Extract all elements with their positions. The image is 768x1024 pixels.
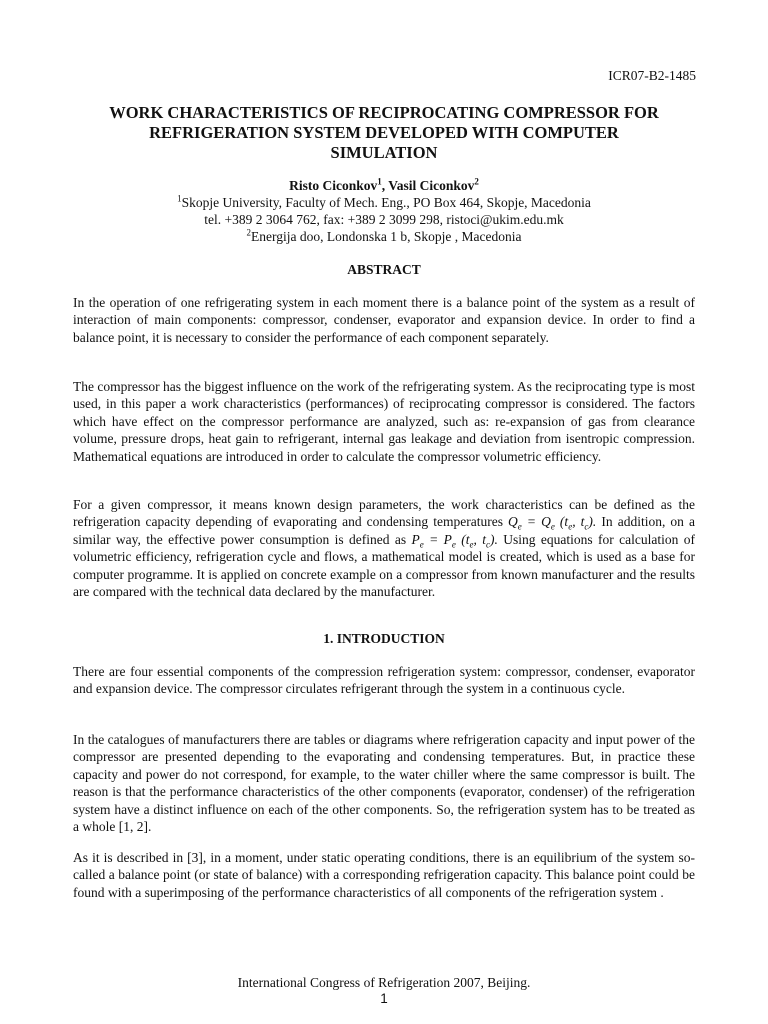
body-paragraph: In the catalogues of manufacturers there are tables or diagrams where refrigeration capacity and input power of the compressor are presented depending to the evaporating and condensing temperatures. But, in practice these capacity and power do not correspond, for example, to the water chiller where the same compressor is built. The reason is that the performance characteristics of the other components (evaporator, condenser) of the refrigeration system have a distinct influence on each of the other components. So, the refrigeration system has to be treated as a whole [1, 2]. — [73, 732, 695, 835]
eq-subscript: e — [469, 539, 474, 550]
title-line: WORK CHARACTERISTICS OF RECIPROCATING COMPRESSOR FOR — [109, 103, 659, 122]
abstract-paragraph: In the operation of one refrigerating system in each moment there is a balance point of the system as a result of interaction of main components: compressor, condenser, evaporator and expansion device. In order to find a balance point, it is necessary to consider the performance of each component separately. — [73, 295, 695, 345]
abstract-paragraph — [73, 496, 695, 600]
eq-subscript: e — [517, 522, 522, 533]
eq-symbol: (t — [554, 514, 569, 530]
author-separator: , — [381, 178, 389, 193]
affiliation-2 — [60, 228, 708, 245]
eq-symbol: = Q — [521, 514, 551, 530]
affiliation-1 — [60, 194, 708, 211]
equation — [411, 531, 498, 550]
body-paragraph: As it is described in [3], in a moment, under static operating conditions, there is an equilibrium of the system so-called a balance point (or state of balance) with a corresponding refrigeration capacity. This balance point could be found with a superimposing of the performance characteristics of all components of the refrigeration system . — [73, 850, 695, 900]
page-number: 1 — [380, 991, 388, 1006]
introduction-heading: 1. INTRODUCTION — [323, 631, 445, 646]
author-names — [60, 177, 708, 194]
eq-symbol: = P — [423, 531, 452, 547]
affiliation-text: Skopje University, Faculty of Mech. Eng., PO Box 464, Skopje, Macedonia — [181, 195, 591, 210]
author-block — [60, 177, 708, 245]
paper-title — [60, 103, 708, 163]
eq-symbol: ). — [588, 514, 597, 530]
eq-subscript: e — [568, 522, 573, 533]
equation — [508, 514, 597, 533]
paragraph-text: For a given compressor, it means known design parameters, the work characteristics can be defined as the refrigeration capacity depending of evaporating and condensing temperatures — [73, 497, 695, 530]
eq-subscript: e — [451, 539, 456, 550]
paragraph-text: In addition, on a similar way, the effective power consumption is defined as — [73, 514, 695, 547]
title-line: SIMULATION — [330, 143, 438, 162]
page-footer: International Congress of Refrigeration 2007, Beijing. — [237, 975, 531, 990]
eq-subscript: e — [419, 539, 424, 550]
affiliation-text: Energija doo, Londonska 1 b, Skopje , Macedonia — [251, 229, 522, 244]
eq-symbol: , t — [473, 531, 487, 547]
eq-symbol: ). — [490, 531, 498, 547]
body-paragraph: There are four essential components of the compression refrigeration system: compressor, condenser, evaporator and expansion device. The compressor circulates refrigerant through the system in a continuous cycle. — [73, 664, 695, 697]
abstract-paragraph: The compressor has the biggest influence on the work of the refrigerating system. As the reciprocating type is most used, in this paper a work characteristics (performances) of reciprocating compressor is considered. The factors which have effect on the compressor performance are analyzed, such as: re-expansion of gas from clearance volume, pressure drops, heat gain to refrigerant, internal gas leakage and deviation from isentropic compression. Mathematical equations are introduced in order to calculate the compressor volumetric efficiency. — [73, 379, 695, 464]
affiliation-marker: 1 — [377, 176, 382, 187]
author-name: Vasil Ciconkov — [388, 178, 475, 193]
affiliation-marker: 2 — [474, 176, 479, 187]
author-name: Risto Ciconkov — [289, 178, 378, 193]
affiliation-marker: 2 — [246, 227, 252, 238]
title-line: REFRIGERATION SYSTEM DEVELOPED WITH COMPUTER — [149, 123, 619, 142]
eq-symbol: Q — [508, 514, 518, 530]
eq-symbol: (t — [455, 531, 470, 547]
paragraph-text: Using equations for calculation of volumetric efficiency, refrigeration cycle and flows, a mathematical model is created, which is used as a base for computer programme. It is applied on concrete example on a compressor from known manufacturer and the results are compared with the technical data declared by the manufacturer. — [73, 531, 695, 600]
affiliation-marker: 1 — [177, 193, 182, 204]
eq-subscript: e — [550, 522, 555, 533]
document-id: ICR07-B2-1485 — [608, 68, 696, 83]
eq-symbol: , t — [572, 514, 585, 530]
eq-symbol: P — [411, 531, 420, 547]
eq-subscript: c — [584, 522, 589, 533]
contact-line: tel. +389 2 3064 762, fax: +389 2 3099 298, ristoci@ukim.edu.mk — [204, 212, 564, 227]
eq-subscript: c — [486, 539, 491, 550]
abstract-heading: ABSTRACT — [347, 262, 421, 277]
